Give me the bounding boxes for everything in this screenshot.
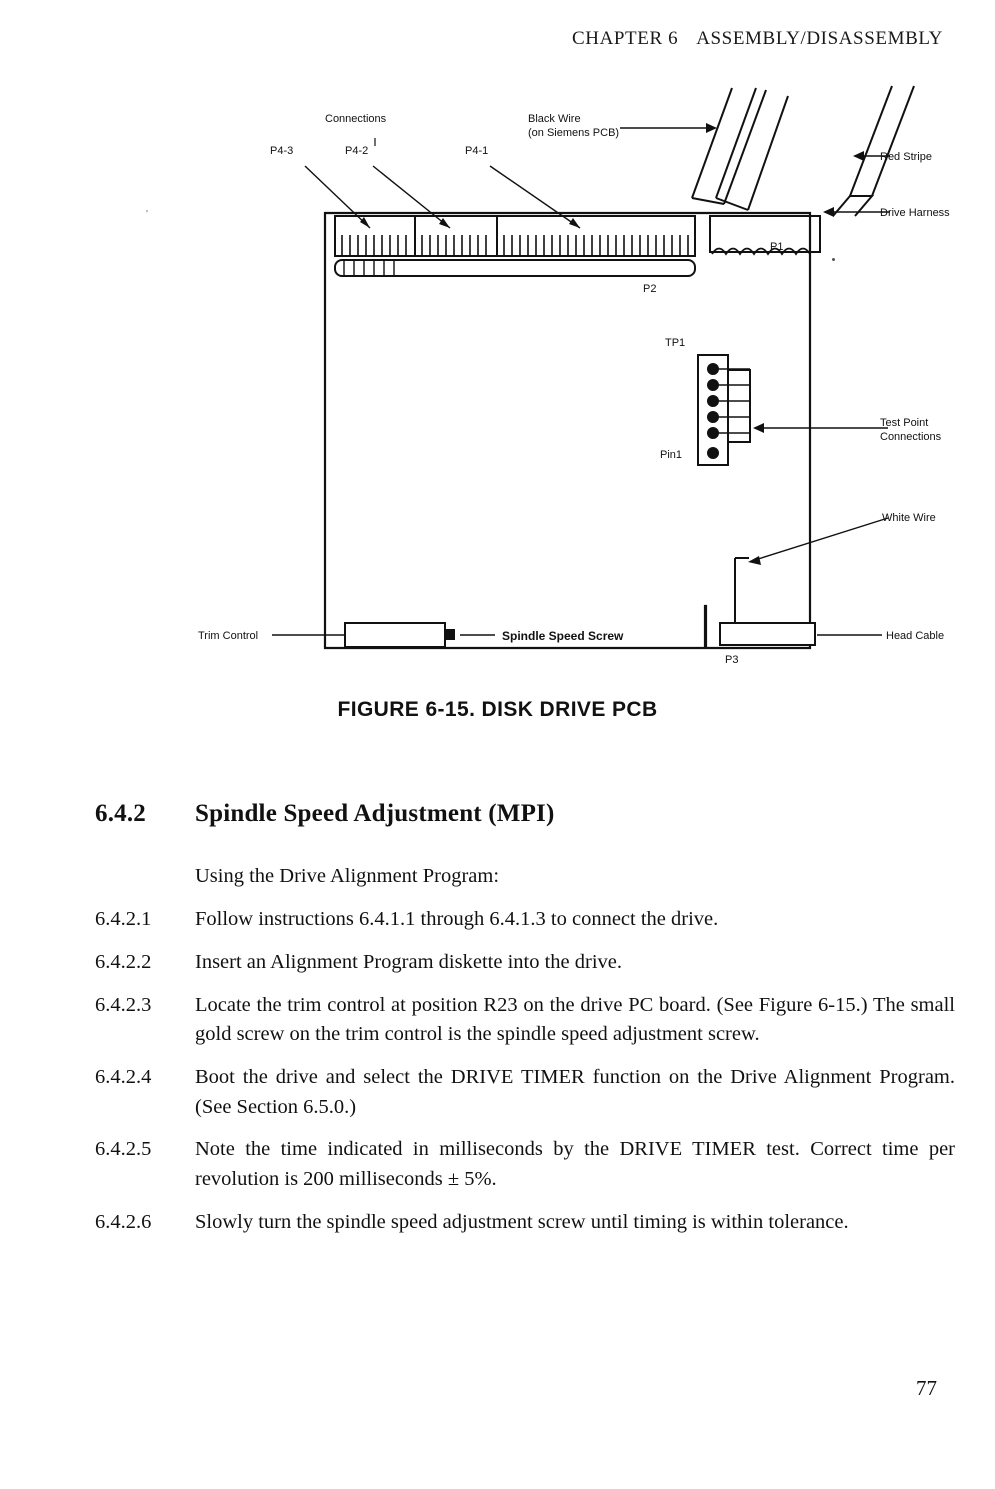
figure-label-p4-3: P4-3 [270, 145, 294, 157]
figure-label-connections: Connections [325, 113, 387, 125]
section-heading [95, 800, 915, 828]
section-title: Spindle Speed Adjustment (MPI) [195, 800, 555, 827]
scan-artifact-mark: ' [146, 208, 148, 220]
step-text: Insert an Alignment Program diskette into the drive. [195, 950, 622, 973]
step-number: 6.4.2.2 [95, 950, 152, 973]
figure-label-pin1: Pin1 [660, 449, 683, 461]
figure-label-p4-1: P4-1 [465, 145, 489, 157]
step-number: 6.4.2.5 [95, 1138, 152, 1161]
figure-label-test-point-connections: Connections [880, 431, 942, 443]
step-paragraph [95, 1135, 955, 1194]
step-number: 6.4.2.1 [95, 908, 152, 931]
figure-label-white-wire: White Wire [882, 512, 936, 524]
page-number: 77 [916, 1376, 937, 1400]
figure-label-drive-harness: Drive Harness [880, 207, 950, 219]
step-text: Boot the drive and select the DRIVE TIMER function on the Drive Alignment Program. (See Section 6.5.0.) [195, 1065, 955, 1118]
figure-disk-drive-pcb [120, 78, 995, 698]
figure-caption: FIGURE 6-15. DISK DRIVE PCB [337, 698, 658, 721]
figure-label-test-point: Test Point [880, 417, 929, 429]
step-number: 6.4.2.6 [95, 1210, 152, 1233]
lead-line: Using the Drive Alignment Program: [195, 865, 500, 887]
figure-label-p1: P1 [770, 241, 784, 253]
step-text: Follow instructions 6.4.1.1 through 6.4.1.3 to connect the drive. [195, 908, 719, 931]
figure-label-spindle-speed-screw: Spindle Speed Screw [502, 629, 624, 643]
step-paragraph [95, 948, 955, 978]
step-number: 6.4.2.3 [95, 993, 152, 1016]
figure-label-black-wire: Black Wire [528, 113, 581, 125]
figure-label-p4-2: P4-2 [345, 145, 369, 157]
step-text: Note the time indicated in milliseconds by the DRIVE TIMER test. Correct time per revolution is 200 milliseconds ± 5%. [195, 1138, 955, 1191]
header-chapter: CHAPTER 6 [571, 28, 679, 49]
step-paragraph [95, 1208, 955, 1238]
step-paragraph [95, 1063, 955, 1122]
step-text: Slowly turn the spindle speed adjustment screw until timing is within tolerance. [195, 1210, 849, 1233]
step-text: Locate the trim control at position R23 on the drive PC board. (See Figure 6-15.) The small gold screw on the trim control is the spindle speed adjustment screw. [195, 993, 955, 1046]
step-paragraph [95, 905, 955, 935]
figure-label-tp1: TP1 [665, 337, 686, 349]
section-body [95, 862, 955, 1251]
header-title: ASSEMBLY/DISASSEMBLY [696, 28, 943, 49]
section-number: 6.4.2 [95, 800, 146, 827]
figure-label-p3: P3 [725, 654, 739, 666]
figure-label-black-wire-note: (on Siemens PCB) [528, 127, 620, 139]
figure-label-red-stripe: Red Stripe [880, 151, 932, 163]
step-number: 6.4.2.4 [95, 1065, 152, 1088]
step-paragraph [95, 991, 955, 1050]
figure-label-trim-control: Trim Control [198, 630, 259, 642]
figure-label-head-cable: Head Cable [886, 630, 945, 642]
page-header [572, 28, 943, 50]
figure-label-p2: P2 [643, 283, 657, 295]
